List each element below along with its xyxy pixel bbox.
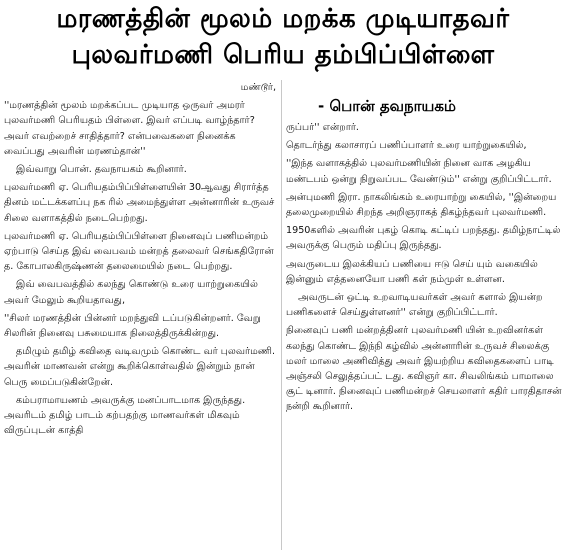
paragraph: கம்பராமாயணம் அவருக்கு மனப்பாடமாக இருந்தது. அவரிடம் தமிழ் பாடம் கற்பதற்கு மாணவர்கள் மிகவும் விருப்புடன் காத்தி [4,394,246,437]
headline-line-2: புலவர்மணி பெரிய தம்பிப்பிள்ளை [71,40,495,70]
paragraph: அவருடன் ஒட்டி உறவாடியவர்கள் அவர் களால் இயன்ற பணிகளைச் செய்துள்ளனர்'' என்று குறிப்பிட்டார். [286,292,543,319]
paragraph: 1950களில் அவரின் புகழ் கொடி கட்டிப் பறந்தது. தமிழ்நாட்டில் அவருக்கு பெரும் மதிப்பு இருந்தது. [286,225,561,252]
byline: - பொன் தவநாயகம் [318,97,457,115]
paragraph: அவருடைய இலக்கியப் பணியை ஈடு செய் யும் வகையில் இன்னும் எத்தனையோ பணி கள் நம்முள் உள்ளன. [286,258,538,285]
paragraph: அன்புமணி இரா. நாகலிங்கம் உரையாற்று கையில், ''இன்றைய தலைமுறையில் சிறந்த அறிஞராகத் திகழ்ந்தவர் புலவர்மணி. [286,191,557,219]
paragraph: புலவர்மணி ஏ. பெரியதம்பிப்பிள்ளை நினைவுப் பணிமன்றம் ஏற்பாடு செய்த இவ் வைபவம் மன்றத் தலைவர் செங்கதிரோன் த. கோபாலகிருஷ்ணன் தலைமையில் நடை பெற்றது. [4,230,274,273]
paragraph: தொடர்ந்து கலாசாரப் பணிப்பாளர் உரை யாற்றுகையில், [286,140,527,152]
right-column [286,120,562,418]
paragraph: இவ்வாறு பொன். தவநாயகம் கூறினார். [16,164,187,176]
paragraph: ''சிலர் மரணத்தின் பின்னர் மறந்துவி டப்படுகின்றனர். வேறு சிலரின் நினைவு பசுமையாக நிலைத்திருக்கின்றது. [4,312,261,340]
left-column [4,80,276,441]
column-divider [281,80,282,550]
paragraph: புலவர்மணி ஏ. பெரியதம்பிப்பிள்ளையின் 30ஆவது சிரார்த்த தினம் மட்டக்களப்பு நக ரில் அமைந்துள்ள அன்னாரின் உருவச் சிலை வளாகத்தில் நடைபெற்றது. [4,182,275,224]
paragraph: தமிழும் தமிழ் கவிதை வடிவமும் கொண்ட வர் புலவர்மணி. அவரின் மாணவன் என்று கூறிக்கொள்வதில் இன்றும் நான் பெரு மைப்படுகின்றேன். [4,346,276,388]
dateline: மண்டூர், [240,82,276,93]
paragraph: இவ் வைபவத்தில் கலந்து கொண்டு உரை யாற்றுகையில் அவர் மேலும் கூறியதாவது, [4,279,258,306]
paragraph: ''இந்த வளாகத்தில் புலவர்மணியின் நினை வாக அழகிய மண்டபம் ஒன்று நிறுவப்பட வேண்டும்'' என்று குறிப்பிட்டார். [286,158,552,185]
headline-line-1: மரணத்தின் மூலம் மறக்க முடியாதவர் [56,4,510,34]
paragraph: நினைவுப் பணி மன்றத்தினர் புலவர்மணி யின் உறவினர்கள் கலந்து கொண்ட இந்நி கழ்வில் அன்னாரின் உருவச் சிலைக்கு மலர் மாலை அணிவித்து அவர் இயற்றிய கவிதைகளைப் பாடி அஞ்சலி செலுத்தப்பட் டது. கவிஞர் கா. சிவலிங்கம் பாமாலை சூட் டினார். நினைவுப் பணிமன்றச் செயலாளர் கதிர் பாரதிதாசன் நன்றி கூறினார். [286,325,562,413]
paragraph: ''மரணத்தின் மூலம் மறக்கப்பட முடியாத ஒருவர் அமரர் புலவர்மணி பெரியதம் பிள்ளை. இவர் எப்படி வாழ்ந்தார்? அவர் எவற்றைச் சாதித்தார்? என்பவைகளை நினைக்க வைப்பது அவரின் மரணம்தான்'' [4,100,255,157]
paragraph: ருப்பர்'' என்றார். [286,122,359,133]
